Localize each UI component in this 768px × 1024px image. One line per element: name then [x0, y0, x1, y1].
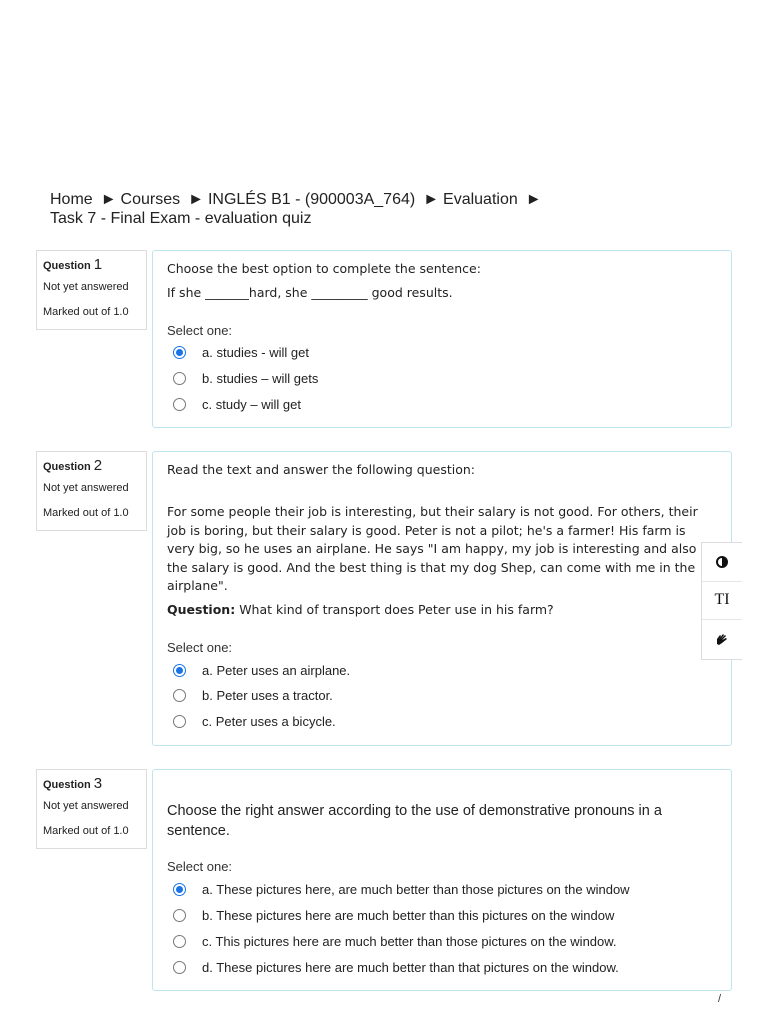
select-one-label: Select one:: [167, 640, 233, 655]
option-label: b. studies – will gets: [202, 370, 319, 386]
answer-option[interactable]: [173, 958, 619, 976]
question-prompt: Choose the best option to complete the sentence:: [167, 261, 481, 276]
radio-button[interactable]: [173, 689, 186, 702]
breadcrumb-separator: ►: [188, 191, 204, 208]
option-label: a. Peter uses an airplane.: [202, 662, 351, 678]
sign-language-icon: [714, 631, 730, 647]
breadcrumb-separator: ►: [100, 191, 117, 208]
question-prompt: Read the text and answer the following question:: [167, 462, 475, 477]
question-state: Not yet answered: [43, 482, 129, 494]
select-one-label: Select one:: [167, 323, 233, 338]
radio-button[interactable]: [173, 909, 186, 922]
answer-option[interactable]: [173, 906, 614, 924]
option-label: b. These pictures here are much better than this pictures on the window: [202, 907, 615, 923]
question-1-info: [36, 250, 147, 330]
text-size-button[interactable]: [702, 582, 742, 621]
answer-option[interactable]: [173, 880, 630, 898]
radio-button-checked[interactable]: [173, 346, 186, 359]
question-state: Not yet answered: [43, 800, 129, 812]
breadcrumb-course[interactable]: INGLÉS B1 - (900003A_764): [207, 191, 416, 208]
breadcrumb-current: Task 7 - Final Exam - evaluation quiz: [50, 210, 312, 227]
radio-button-checked[interactable]: [173, 664, 186, 677]
question-3-info: [36, 769, 147, 849]
reading-passage: For some people their job is interesting, but their salary is not good. For others, their job is boring, but their salary is good. Peter is not a pilot; he's a farmer! His farm is very big, so he uses an airplane. He says "I am happy, my job is interesting and also the salary is good. And the best thing is that my dog Shep, can come with me in the airplane".: [167, 504, 698, 593]
question-number: Question 3: [43, 775, 103, 792]
option-label: b. Peter uses a tractor.: [202, 687, 333, 703]
contrast-icon: [716, 556, 728, 568]
option-label: d. These pictures here are much better than that pictures on the window.: [202, 959, 619, 975]
question-grade: Marked out of 1.0: [43, 825, 129, 837]
radio-button[interactable]: [173, 398, 186, 411]
option-label: c. This pictures here are much better than those pictures on the window.: [202, 933, 617, 949]
radio-button[interactable]: [173, 935, 186, 948]
radio-button[interactable]: [173, 372, 186, 385]
question-number: Question 2: [43, 457, 103, 474]
option-label: c. Peter uses a bicycle.: [202, 713, 336, 729]
answer-option[interactable]: [173, 932, 617, 950]
select-one-label: Select one:: [167, 859, 233, 874]
contrast-button[interactable]: [702, 543, 742, 582]
question-grade: Marked out of 1.0: [43, 507, 129, 519]
text-size-icon: TI: [714, 591, 730, 609]
breadcrumb: [50, 190, 690, 228]
breadcrumb-separator: ►: [525, 191, 542, 208]
sign-language-button[interactable]: [702, 620, 742, 659]
question-line: [167, 602, 717, 617]
radio-button[interactable]: [173, 715, 186, 728]
answer-option[interactable]: [173, 712, 336, 730]
question-grade: Marked out of 1.0: [43, 306, 129, 318]
option-label: a. studies - will get: [202, 344, 309, 360]
option-label: a. These pictures here, are much better than those pictures on the window: [202, 881, 630, 897]
answer-option[interactable]: [173, 395, 301, 413]
question-sentence: If she _______hard, she _________ good results.: [167, 285, 453, 300]
breadcrumb-home[interactable]: Home: [50, 191, 93, 208]
answer-option[interactable]: [173, 661, 350, 679]
option-label: c. study – will get: [202, 396, 301, 412]
question-label: Question:: [167, 602, 236, 617]
question-3-content: [152, 769, 732, 991]
breadcrumb-separator: ►: [423, 191, 440, 208]
question-prompt: Choose the right answer according to the use of demonstrative pronouns in a sentence.: [167, 803, 662, 839]
breadcrumb-courses[interactable]: Courses: [120, 191, 181, 208]
accessibility-toolbar: [701, 542, 742, 660]
question-1-content: [152, 250, 732, 428]
radio-button-checked[interactable]: [173, 883, 186, 896]
question-2-content: [152, 451, 732, 746]
breadcrumb-evaluation[interactable]: Evaluation: [443, 191, 518, 208]
radio-button[interactable]: [173, 961, 186, 974]
answer-option[interactable]: [173, 343, 309, 361]
question-state: Not yet answered: [43, 281, 129, 293]
page-mark: /: [718, 993, 722, 1005]
answer-option[interactable]: [173, 686, 333, 704]
question-text: What kind of transport does Peter use in his farm?: [239, 602, 554, 617]
question-number: Question 1: [43, 256, 103, 273]
question-2-info: [36, 451, 147, 531]
answer-option[interactable]: [173, 369, 318, 387]
